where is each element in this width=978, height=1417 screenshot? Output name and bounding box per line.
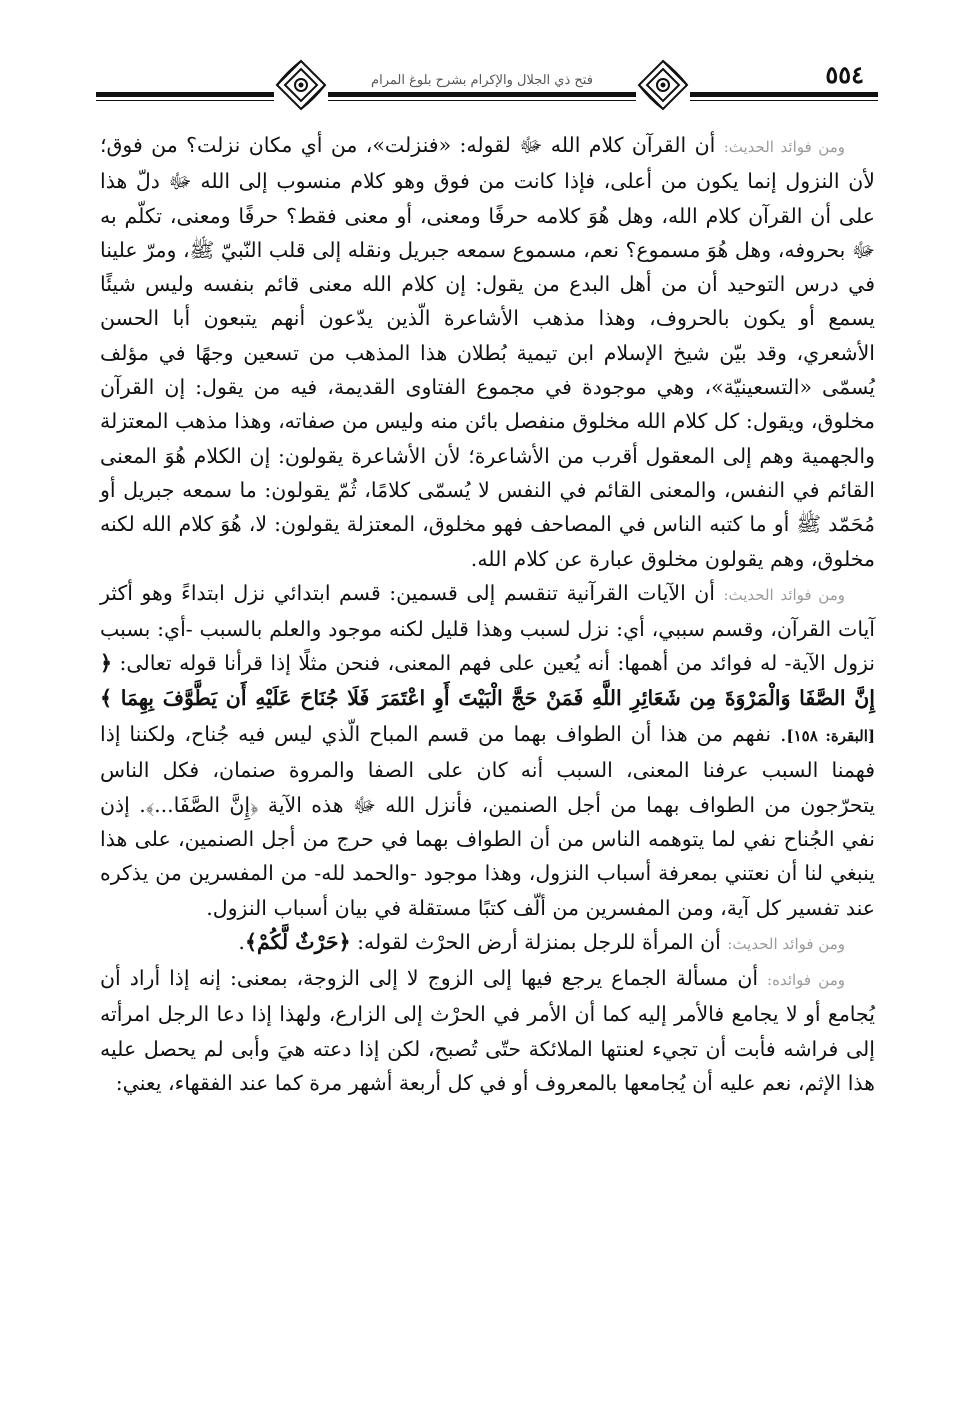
paragraph-woman-as-tilth (100, 925, 875, 961)
ornament-right-icon (636, 58, 690, 112)
paragraph-lead: ومن فوائد الحديث: (723, 138, 845, 156)
paragraph-lead: ومن فوائده: (767, 971, 845, 990)
header-rule-thin (96, 100, 878, 101)
paragraph-text-continued: . نفهم من هذا أن الطواف بهما من قسم المباح الّذي ليس فيه جُناح، ولكننا إذا فهمنا السبب عرفنا المعنى، السبب أنه كان على الصفا والمروة صنمان، فكل الناس يتحرّجون من الطواف بهما من أجل الصنمين، فأنزل الله ﷻ هذه الآية ﴿إِنَّ الصَّفَا...﴾. إذن نفي الجُناح نفي لما يتوهمه الناس من أن الطواف بهما في حرج من أجل الصنمين، على هذا ينبغي لنا أن نعتني بمعرفة أسباب النزول، وهذا موجود -والحمد لله- من المفسرين من يذكره عند تفسير كل آية، ومن المفسرين من ألّف كتبًا مستقلة في بيان أسباب النزول. (100, 722, 875, 920)
paragraph-text: أن القرآن كلام الله ﷻ لقوله: «فنزلت»، من أي مكان نزلت؟ من فوق؛ لأن النزول إنما يكون من أعلى، فإذا كانت من فوق وهو كلام منسوب إلى الله ﷻ دلّ هذا على أن القرآن كلام الله، وهل هُوَ كلامه حرفًا ومعنى، أو معنى فقط؟ حرفًا ومعنى، تكلّم به ﷻ بحروفه، وهل هُوَ مسموع؟ نعم، مسموع سمعه جبريل ونقله إلى قلب النّبيّ ﷺ، ومرّ علينا في درس التوحيد أن من أهل البدع من يقول: إن كلام الله معنى قائم بنفسه وليس شيئًا يسمع أو يكون بالحروف، وهذا مذهب الأشاعرة الّذين يدّعون أنهم يتبعون أبا الحسن الأشعري، وقد بيّن شيخ الإسلام ابن تيمية بُطلان هذا المذهب من تسعين وجهًا في مؤلف يُسمّى «التسعينيّة»، وهي موجودة في مجموع الفتاوى القديمة، فيه من يقول: إن القرآن مخلوق، ويقول: كل كلام الله مخلوق منفصل بائن منه وليس من صفاته، وهذا مذهب المعتزلة والجهمية وهم إلى المعقول أقرب من الأشاعرة؛ لأن الأشاعرة يقولون: إن الكلام هُوَ المعنى القائم في النفس، والمعنى القائم في النفس لا يُسمّى كلامًا، ثُمّ يقولون: ما سمعه جبريل أو مُحَمّد ﷺ أو ما كتبه الناس في المصاحف فهو مخلوق، المعتزلة يقولون: لا، هُوَ كلام الله لكنه مخلوق، وهم يقولون مخلوق عبارة عن كلام الله. (100, 133, 875, 571)
quran-verse: ﴿حَرْثٌ لَّكُمْ﴾ (244, 929, 351, 954)
paragraph-verse-categories (100, 576, 875, 925)
page-number: ٥٥٤ (819, 60, 870, 90)
paragraph-marital-rights (100, 961, 875, 1100)
page-header (96, 52, 878, 114)
paragraph-text: أن المرأة للرجل بمنزلة أرض الحرْث لقوله: (350, 929, 728, 954)
running-title: فتح ذي الجلال والإكرام بشرح بلوغ المرام (332, 72, 632, 90)
paragraph-quran-word-of-allah (100, 128, 875, 576)
paragraph-lead: ومن فوائد الحديث: (723, 585, 845, 604)
paragraph-lead: ومن فوائد الحديث: (727, 934, 845, 953)
paragraph-text: أن مسألة الجماع يرجع فيها إلى الزوج لا إلى الزوجة، بمعنى: إنه إذا أراد أن يُجامع أو لا يجامع فالأمر إليه كما أن الأمر في الحرْث إلى الزارع، ولهذا إذا دعا الرجل امرأته إلى فراشه فأبت أن تجيء لعنتها الملائكة حتّى تُصبح، لكن إذا دعته هيَ وأبى لم يحصل عليه هذا الإثم، نعم عليه أن يُجامعها بالمعروف أو في كل أربعة أشهر مرة كما عند الفقهاء، يعني: (100, 966, 875, 1096)
page-body (100, 128, 875, 1100)
quran-verse: ﴿ إِنَّ الصَّفَا وَالْمَرْوَةَ مِن شَعَائِرِ اللَّهِ فَمَنْ حَجَّ الْبَيْتَ أَوِ اعْتَمَرَ فَلَا جُنَاحَ عَلَيْهِ أَن يَطَّوَّفَ بِهِمَا ﴾ (100, 651, 875, 710)
verse-reference: [البقرة: ١٥٨] (786, 727, 875, 746)
paragraph-text-continued: . (238, 929, 245, 954)
ornament-left-icon (274, 58, 328, 112)
paragraph-text: أن الآيات القرآنية تنقسم إلى قسمين: قسم ابتدائي نزل ابتداءً وهو أكثر آيات القرآن، وقسم سببي، أي: نزل لسبب وهذا قليل لكنه موجود والعلم بالسبب -أي: بسبب نزول الآية- له فوائد من أهمها: أنه يُعين على فهم المعنى، فنحن مثلًا إذا قرأنا قوله تعالى: (100, 580, 875, 676)
header-rule (96, 92, 878, 97)
